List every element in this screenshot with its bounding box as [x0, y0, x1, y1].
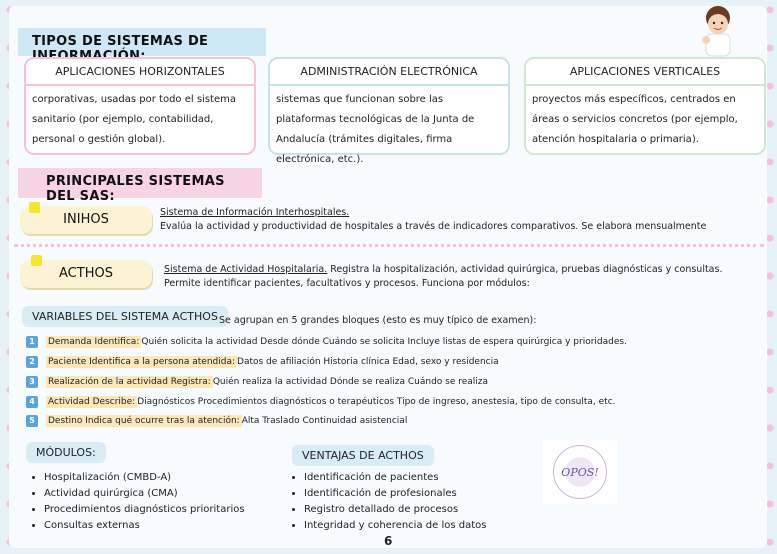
ventajas-list: [290, 470, 486, 534]
variable-key: Demanda Identifica:: [48, 337, 140, 347]
opos-logo: [543, 440, 617, 504]
inihos-text: Evalúa la actividad y productividad de hospitales a través de indicadores comparativos. Se elabora mensualmente: [160, 221, 707, 232]
number-badge: 4: [26, 396, 38, 408]
section-title-principales: PRINCIPALES SISTEMAS DEL SAS:: [18, 168, 262, 198]
inihos-tag: INIHOS: [20, 206, 152, 234]
number-badge: 5: [26, 415, 38, 427]
acthos-title: Sistema de Actividad Hospitalaria.: [164, 264, 328, 275]
sticky-dot: [29, 202, 40, 213]
list-item: • Procedimientos diagnósticos prioritarios: [44, 502, 245, 518]
list-item: • Identificación de profesionales: [304, 486, 486, 502]
box-body: proyectos más específicos, centrados en áreas o servicios concretos (por ejemplo, atención hospitalaria o primaria).: [532, 94, 738, 145]
number-badge: 3: [26, 376, 38, 388]
variable-rest: Diagnósticos Procedimientos diagnósticos o terapéuticos Tipo de ingreso, anestesia, tipo de consulta, etc.: [137, 397, 616, 407]
box-head: APLICACIONES VERTICALES: [526, 59, 764, 86]
inihos-description: [160, 206, 760, 234]
box-aplicaciones-verticales: [524, 57, 766, 155]
variable-rest: Datos de afiliación Historia clínica Edad, sexo y residencia: [237, 357, 499, 367]
box-head: ADMINISTRACIÓN ELECTRÓNICA: [270, 59, 508, 86]
number-badge: 1: [26, 336, 38, 348]
variable-item: [26, 415, 407, 427]
variable-key: Paciente Identifica a la persona atendida:: [48, 357, 236, 367]
variable-item: [26, 376, 488, 388]
variable-item: [26, 396, 616, 408]
divider: [14, 244, 764, 247]
page-number: 6: [384, 534, 393, 548]
acthos-text2: Permite identificar pacientes, facultativos y procesos. Funciona por módulos:: [164, 278, 530, 289]
variable-key: Realización de la actividad Registra:: [48, 377, 211, 387]
variable-item: [26, 336, 627, 348]
variables-pill: VARIABLES DEL SISTEMA ACTHOS: [22, 306, 228, 327]
modulos-list: [30, 470, 245, 534]
box-body: sistemas que funcionan sobre las plataformas tecnológicas de la Junta de Andalucía (trámites digitales, firma electrónica, etc.).: [276, 94, 475, 165]
number-badge: 2: [26, 356, 38, 368]
sticky-dot: [31, 255, 42, 266]
variable-item: [26, 356, 499, 368]
list-item: • Integridad y coherencia de los datos: [304, 518, 486, 534]
variables-intro: Se agrupan en 5 grandes bloques (esto es muy típico de examen):: [219, 315, 537, 326]
modulos-pill: MÓDULOS:: [26, 442, 106, 463]
variable-rest: Quién realiza la actividad Dónde se realiza Cuándo se realiza: [212, 377, 489, 387]
box-body: corporativas, usadas por todo el sistema sanitario (por ejemplo, contabilidad, personal o gestión global).: [32, 94, 236, 145]
acthos-text1: Registra la hospitalización, actividad quirúrgica, pruebas diagnósticas y consultas.: [327, 264, 723, 275]
variable-key: Actividad Describe:: [48, 397, 136, 407]
list-item: • Actividad quirúrgica (CMA): [44, 486, 245, 502]
list-item: • Consultas externas: [44, 518, 245, 534]
acthos-tag: ACTHOS: [20, 260, 152, 288]
box-head: APLICACIONES HORIZONTALES: [26, 59, 254, 86]
ventajas-pill: VENTAJAS DE ACTHOS: [292, 445, 434, 466]
nurse-avatar-icon: [688, 0, 748, 60]
acthos-description: [164, 263, 764, 291]
section-title-tipos: TIPOS DE SISTEMAS DE: [18, 28, 266, 56]
list-item: • Registro detallado de procesos: [304, 502, 486, 518]
inihos-title: Sistema de Información Interhospitales.: [160, 207, 350, 218]
logo-text: OPOS!: [553, 445, 607, 499]
box-administracion-electronica: [268, 57, 510, 165]
variable-rest: Alta Traslado Continuidad asistencial: [241, 416, 408, 426]
list-item: • Identificación de pacientes: [304, 470, 486, 486]
box-aplicaciones-horizontales: [24, 57, 256, 155]
variable-rest: Quién solicita la actividad Desde dónde Cuándo se solicita Incluye listas de espera quirúrgica y prioridades.: [141, 337, 627, 347]
list-item: • Hospitalización (CMBD-A): [44, 470, 245, 486]
variable-key: Destino Indica qué ocurre tras la atención:: [48, 416, 240, 426]
